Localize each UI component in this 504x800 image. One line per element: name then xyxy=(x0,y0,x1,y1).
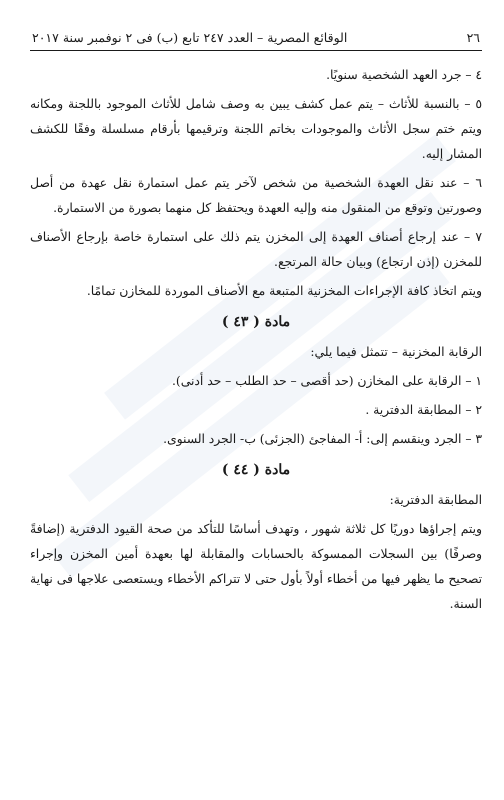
page-header xyxy=(30,30,482,51)
gazette-issue-info: الوقائع المصرية – العدد ٢٤٧ تابع (ب) فى ٢ نوفمبر سنة ٢٠١٧ xyxy=(32,30,348,45)
page-number: ٢٦ xyxy=(466,30,480,45)
article-43-title: مادة ( ٤٣ ) xyxy=(221,314,291,330)
paragraph-item-6: ٦ – عند نقل العهدة الشخصية من شخص لآخر يتم عمل استمارة نقل عهدة من أصل وصورتين وتوقع من المنقول منه وإليه العهدة ويحتفظ كل منهما بصورة من الاستمارة. xyxy=(30,176,482,215)
article-44-title: مادة ( ٤٤ ) xyxy=(221,462,291,478)
article-43-intro: الرقابة المخزنية – تتمثل فيما يلي: xyxy=(310,345,482,359)
paragraph-item-5: ٥ – بالنسبة للأثاث – يتم عمل كشف يبين به وصف شامل للأثاث الموجود باللجنة ومكانه ويتم ختم سجل الأثاث والموجودات بخاتم اللجنة وترقيمها بأرقام مسلسلة وفقًا للكشف المشار إليه. xyxy=(30,97,482,161)
article-43-item-3: ٣ – الجرد وينقسم إلى: أ- المفاجئ (الجزئى) ب- الجرد السنوى. xyxy=(163,432,482,446)
paragraph-procedures: ويتم اتخاذ كافة الإجراءات المخزنية المتبعة مع الأصناف الموردة للمخازن تمامًا. xyxy=(86,284,482,298)
document-body xyxy=(30,63,482,617)
article-43-item-1: ١ – الرقابة على المخازن (حد أقصى – حد الطلب – حد أدنى). xyxy=(172,374,482,388)
article-44-body: ويتم إجراؤها دوريًا كل ثلاثة شهور ، وتهدف أساسًا للتأكد من صحة القيود الدفترية (إضافةً وصرفًا) بين السجلات الممسوكة بالحسابات والمقابلة لها بعهدة أمين المخزن وإجراء تصحيح ما يظهر فيها من أخطاء أولاً بأول حتى لا تتراكم الأخطاء ويستعصى علاجها فى نهاية السنة. xyxy=(30,522,482,611)
article-43-item-2: ٢ – المطابقة الدفترية . xyxy=(365,403,482,417)
paragraph-item-7: ٧ – عند إرجاع أصناف العهدة إلى المخزن يتم ذلك على استمارة خاصة بإرجاع الأصناف للمخزن (إذن ارتجاع) وبيان حالة المرتجع. xyxy=(30,230,482,269)
article-44-subheading: المطابقة الدفترية: xyxy=(389,493,482,507)
paragraph-item-4: ٤ – جرد العهد الشخصية سنويًا. xyxy=(326,68,482,82)
document-page xyxy=(30,30,482,800)
